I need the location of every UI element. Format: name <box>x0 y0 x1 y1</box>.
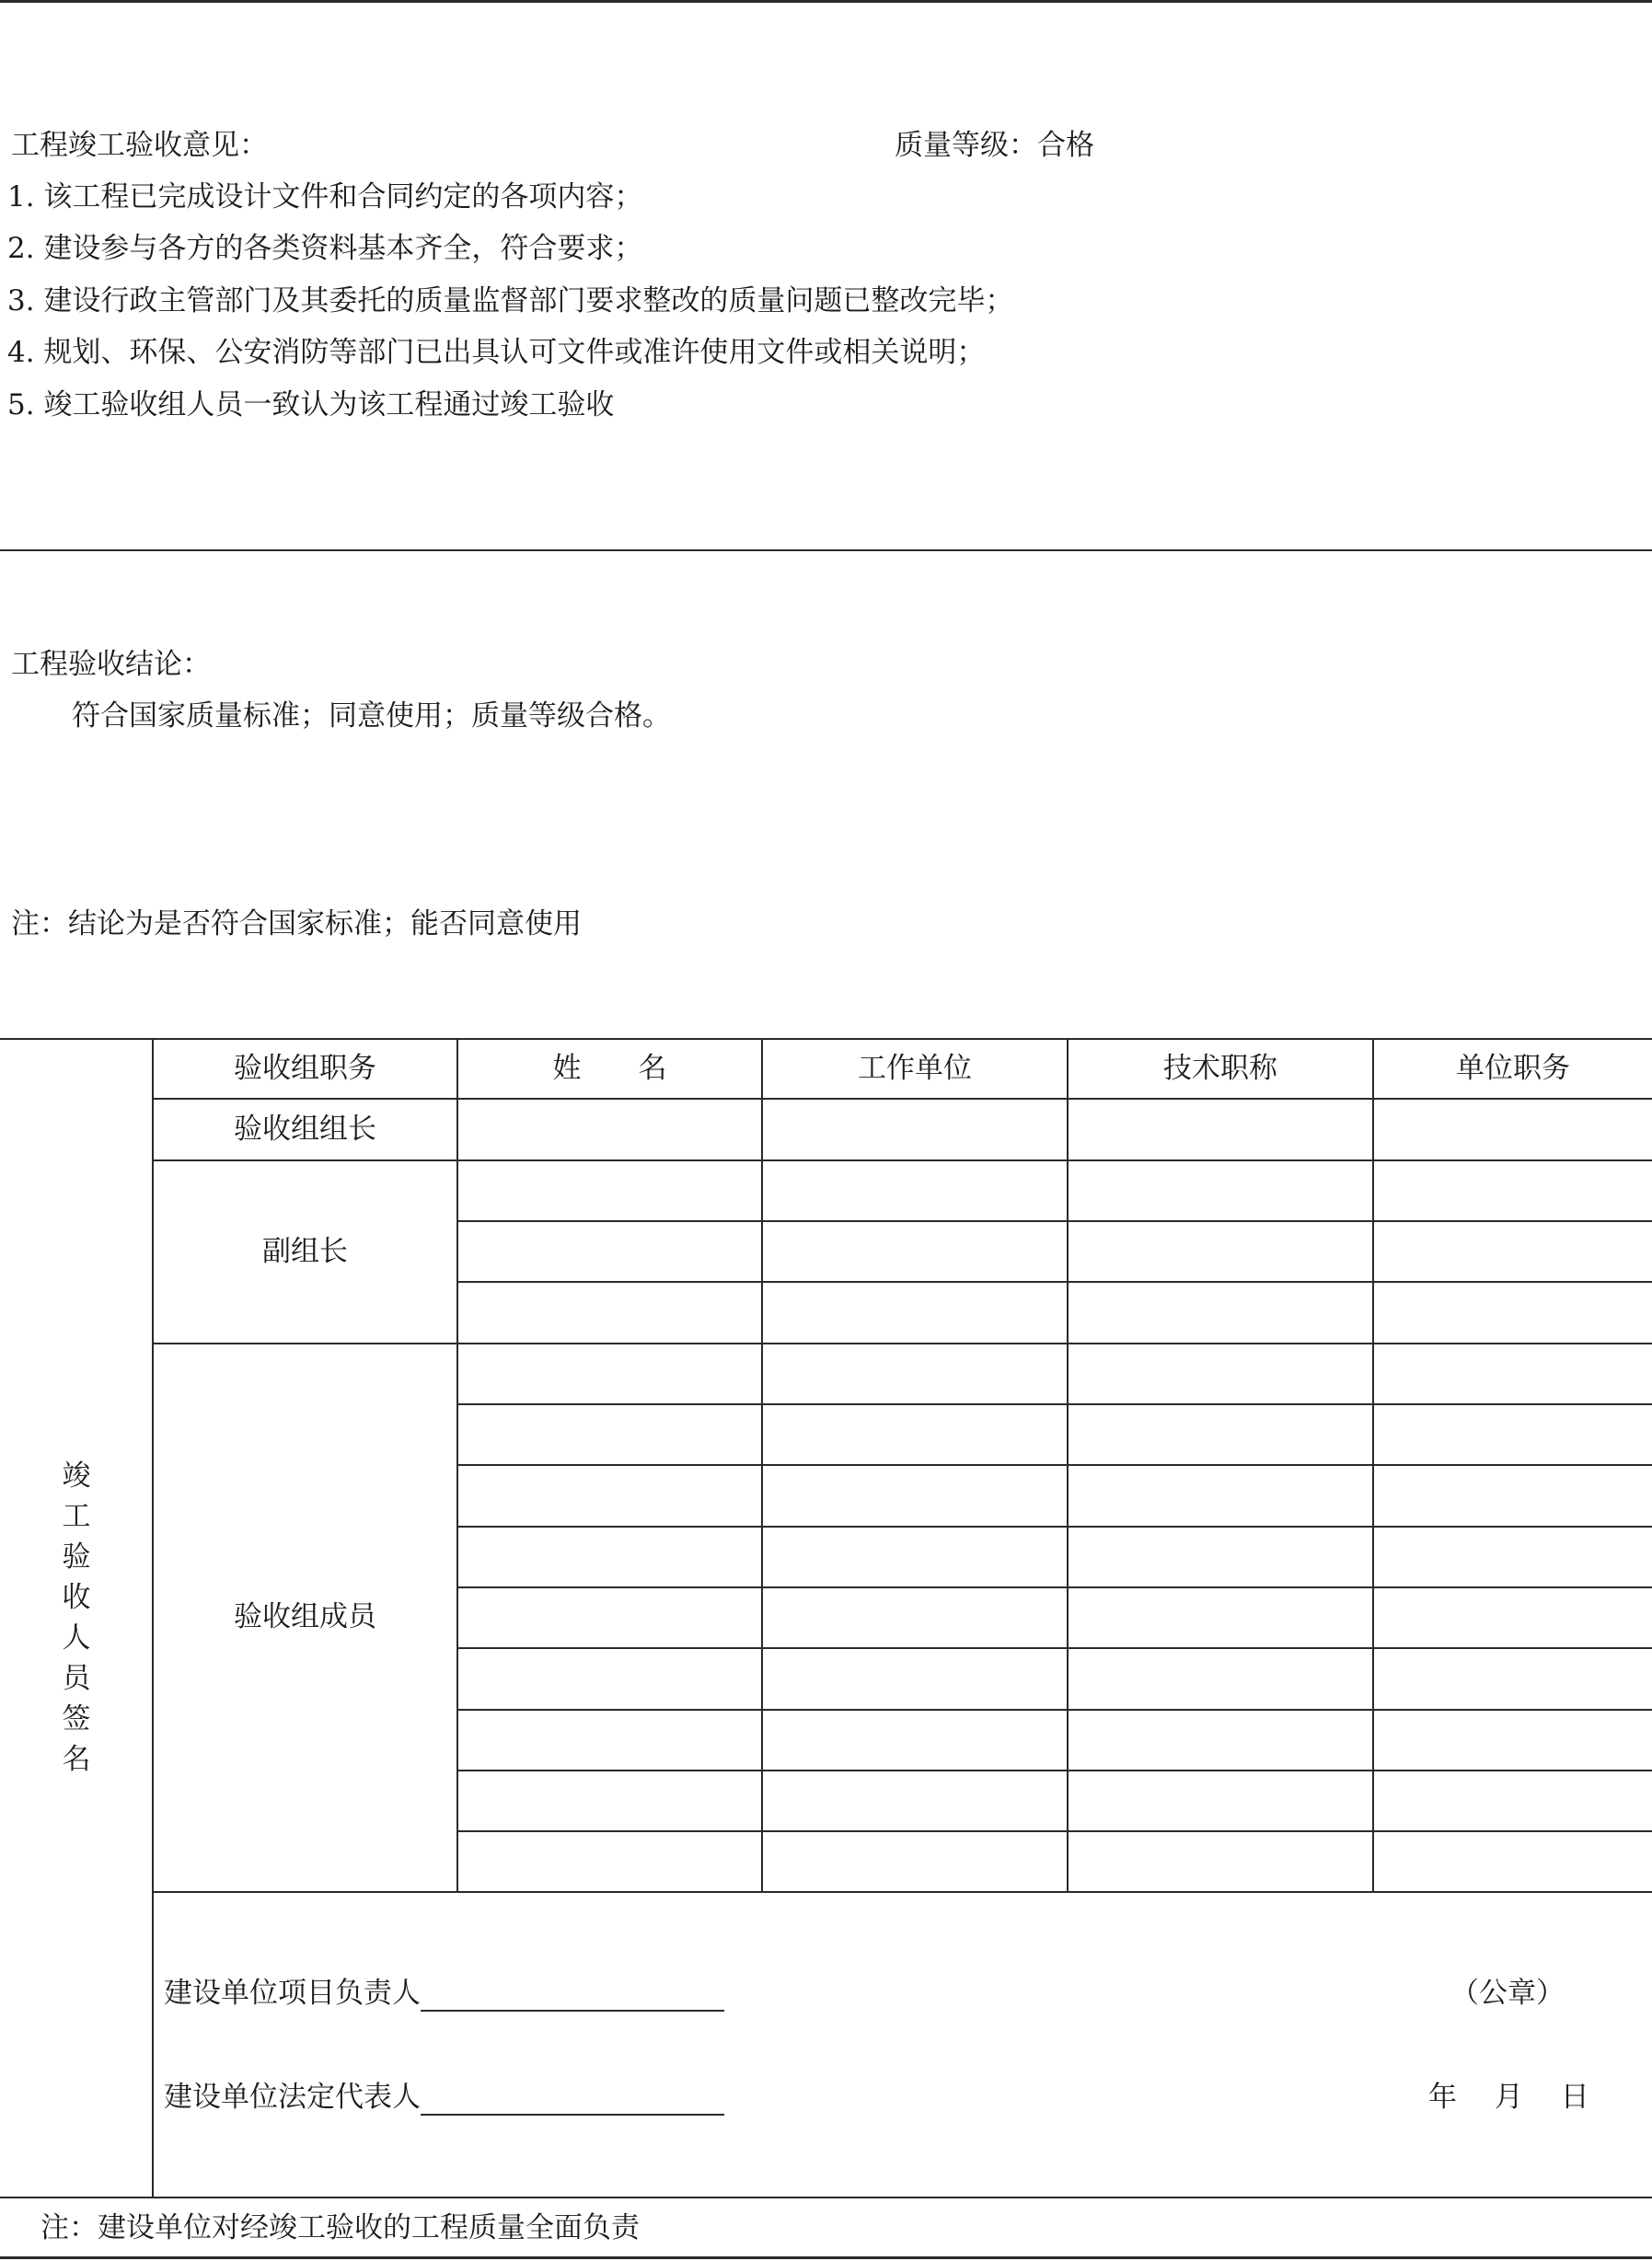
opinion-item-4: 4. 规划、环保、公安消防等部门已出具认可文件或准许使用文件或相关说明； <box>7 336 986 369</box>
seal-label: （公章） <box>1450 1977 1565 2010</box>
side-label-vertical <box>55 1456 98 1780</box>
row-line <box>456 1770 1652 1771</box>
row-line <box>456 1830 1652 1832</box>
project-manager-signature <box>164 1975 724 2012</box>
project-manager-label: 建设单位项目负责人 <box>164 1977 421 2010</box>
row-line <box>152 1159 1652 1161</box>
conclusion-heading: 工程验收结论： <box>11 648 211 681</box>
row-line <box>152 1343 1652 1344</box>
project-manager-signature-line <box>421 1978 724 2012</box>
row-line <box>456 1709 1652 1711</box>
legal-rep-label: 建设单位法定代表人 <box>164 2081 421 2114</box>
header-name: 姓 名 <box>552 1052 667 1085</box>
row-line <box>152 1891 1652 1893</box>
bottom-border <box>0 2256 1652 2259</box>
opinion-item-2: 2. 建设参与各方的各类资料基本齐全，符合要求； <box>7 232 643 265</box>
side-char: 工 <box>62 1500 91 1533</box>
role-member: 验收组成员 <box>234 1600 376 1633</box>
side-char: 签 <box>62 1702 91 1736</box>
row-line <box>456 1647 1652 1649</box>
section-divider <box>0 549 1652 551</box>
side-char: 人 <box>62 1621 91 1655</box>
role-deputy: 副组长 <box>262 1235 348 1268</box>
legal-rep-signature <box>164 2079 724 2116</box>
side-char: 竣 <box>62 1459 91 1493</box>
side-char: 员 <box>62 1662 91 1695</box>
footer-note: 注：建设单位对经竣工验收的工程质量全面负责 <box>40 2211 640 2244</box>
date-label: 年 月 日 <box>1428 2081 1589 2114</box>
side-char: 收 <box>62 1581 91 1614</box>
conclusion-text: 符合国家质量标准；同意使用；质量等级合格。 <box>72 699 671 733</box>
table-top-border <box>0 1038 1652 1040</box>
opinion-heading: 工程竣工验收意见： <box>11 129 268 162</box>
footer-divider <box>0 2197 1652 2198</box>
quality-grade: 质量等级：合格 <box>895 129 1094 162</box>
row-line <box>456 1281 1652 1283</box>
row-line <box>456 1586 1652 1588</box>
row-line <box>456 1464 1652 1466</box>
header-role: 验收组职务 <box>234 1052 376 1085</box>
header-work-unit: 工作单位 <box>858 1052 972 1085</box>
opinion-item-1: 1. 该工程已完成设计文件和合同约定的各项内容； <box>7 180 643 213</box>
top-border <box>0 0 1652 3</box>
header-tech-title: 技术职称 <box>1163 1052 1277 1085</box>
row-line <box>456 1403 1652 1405</box>
header-unit-position: 单位职务 <box>1456 1052 1570 1085</box>
conclusion-note: 注：结论为是否符合国家标准；能否同意使用 <box>11 907 582 940</box>
legal-rep-signature-line <box>421 2082 724 2116</box>
role-leader: 验收组组长 <box>234 1113 376 1146</box>
row-line <box>456 1220 1652 1222</box>
row-line <box>456 1526 1652 1528</box>
opinion-item-3: 3. 建设行政主管部门及其委托的质量监督部门要求整改的质量问题已整改完毕； <box>7 284 1014 317</box>
row-line <box>152 1098 1652 1100</box>
opinion-item-5: 5. 竣工验收组人员一致认为该工程通过竣工验收 <box>7 388 615 421</box>
side-char: 验 <box>62 1540 91 1574</box>
side-char: 名 <box>62 1743 91 1776</box>
